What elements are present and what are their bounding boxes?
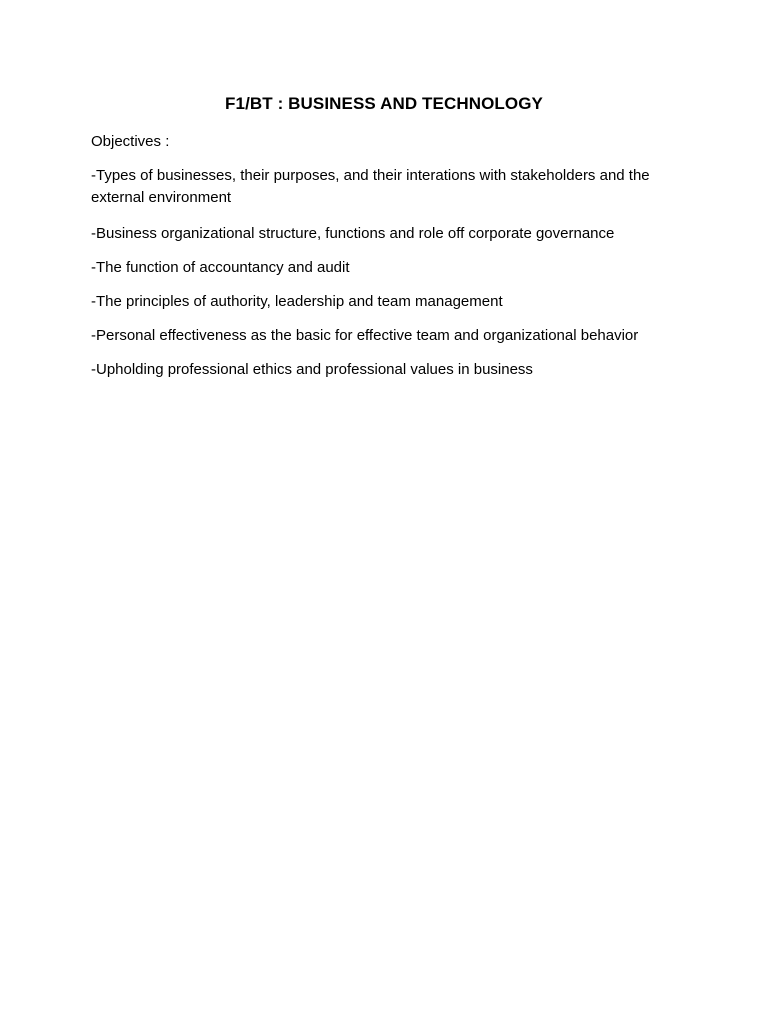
objective-item: -The function of accountancy and audit bbox=[91, 259, 350, 276]
objective-item: -Upholding professional ethics and professional values in business bbox=[91, 361, 533, 378]
objective-item: -Types of businesses, their purposes, and their interations with stakeholders and the external environment bbox=[91, 167, 650, 206]
document-title: F1/BT : BUSINESS AND TECHNOLOGY bbox=[225, 94, 543, 113]
objectives-label: Objectives : bbox=[91, 133, 170, 150]
objective-item: -Business organizational structure, functions and role off corporate governance bbox=[91, 225, 615, 242]
objective-item: -The principles of authority, leadership and team management bbox=[91, 293, 503, 310]
objective-item: -Personal effectiveness as the basic for effective team and organizational behavior bbox=[91, 327, 639, 344]
